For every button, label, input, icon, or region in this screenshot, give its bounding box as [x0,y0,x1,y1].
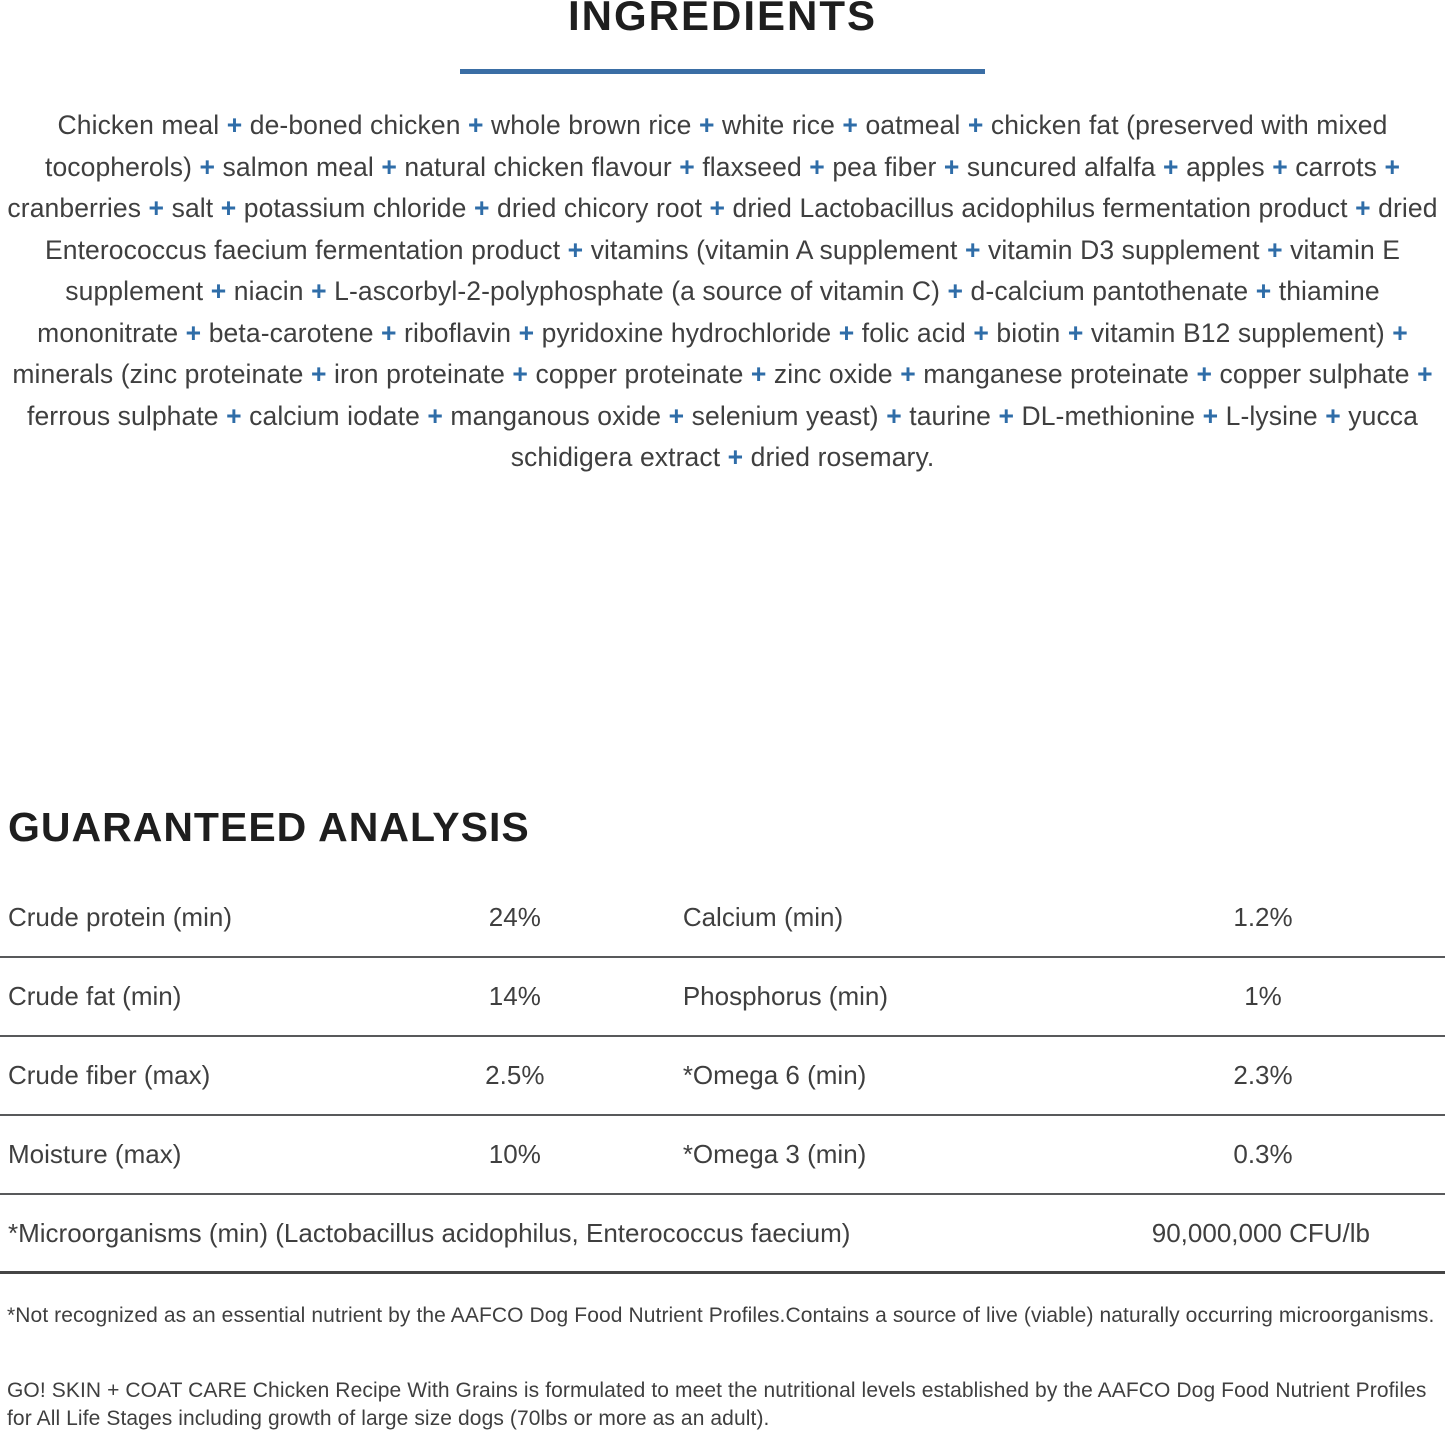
plus-separator-accent: + [567,234,584,265]
ingredients-title: INGREDIENTS [567,0,878,39]
plus-separator-accent: + [199,151,216,182]
table-cell-group [675,902,1445,933]
title-underline-rule [460,69,985,74]
nutrient-value: 24% [488,902,541,932]
nutrient-value: 0.3% [1233,1139,1293,1169]
plus-separator-accent: + [947,276,964,306]
plus-separator-accent: + [750,359,767,389]
table-row [0,879,1445,958]
plus-separator-accent: + [512,359,528,389]
nutrient-label: Calcium (min) [682,902,844,932]
guaranteed-analysis-title: GUARANTEED ANALYSIS [8,804,530,850]
table-cell-group [675,1139,1445,1170]
table-cell-group [0,1139,675,1170]
plus-separator-accent: + [1255,276,1272,306]
table-row [0,1116,1445,1195]
plus-separator-accent: + [148,193,165,223]
plus-separator-accent: + [1196,359,1213,389]
plus-separator-accent: + [381,151,397,182]
table-row [0,958,1445,1037]
nutrient-value: 2.5% [485,1060,545,1090]
plus-separator-accent: + [900,359,916,389]
nutrient-label: *Omega 6 (min) [682,1060,867,1090]
table-row [0,1037,1445,1116]
plus-separator-accent: + [311,359,327,389]
plus-separator-accent: + [311,276,327,306]
nutrient-label: *Omega 3 (min) [682,1139,867,1169]
plus-separator-accent: + [709,193,726,223]
ingredients-paragraph: Chicken meal + de-boned chicken + whole brown rice + white rice + oatmeal + chicken fat (preserved with mixed tocopherols) + salmon meal + natural chicken flavour + flaxseed + pea fiber + suncured alfalfa + apples + carrots + cranberries + salt + potassium chloride + dried chicory root + dried Lactobacillus acidophilus fermentation product + dried Enterococcus faecium fermentation product + vitamins (vitamin A supplement + vitamin D3 supplement + vitamin E supplement + niacin + L-ascorbyl-2-polyphosphate (a source of vitamin C) + d-calcium pantothenate + thiamine mononitrate + beta-carotene + riboflavin + pyridoxine hydrochloride + folic acid + biotin + vitamin B12 supplement) + minerals (zinc proteinate + iron proteinate + copper proteinate + zinc oxide + manganese proteinate + copper sulphate + ferrous sulphate + calcium iodate + manganous oxide + selenium yeast) + taurine + DL-methionine + L-lysine + yucca schidigera extract + dried rosemary. [7,110,1438,472]
plus-separator-accent: + [1325,400,1341,431]
plus-separator-accent: + [1272,151,1288,182]
plus-separator-accent: + [1355,193,1371,223]
plus-separator-accent: + [1392,317,1408,348]
plus-separator-accent: + [838,317,855,348]
plus-separator-accent: + [698,110,715,140]
formulation-statement: GO! SKIN + COAT CARE Chicken Recipe With Grains is formulated to meet the nutritional levels established by the AAFCO Dog Food Nutrient Profiles for All Life Stages including growth of large size dogs (70lbs or more as an adult). [7,1379,1427,1430]
plus-separator-accent: + [998,400,1015,431]
plus-separator-accent: + [226,110,243,140]
table-cell-group [0,1060,675,1091]
plus-separator-accent: + [381,317,397,348]
aafco-footnote: *Not recognized as an essential nutrient by the AAFCO Dog Food Nutrient Profiles.Contains a source of live (viable) naturally occurring microorganisms. [7,1304,1435,1327]
plus-separator-accent: + [210,276,227,306]
nutrient-value: 90,000,000 CFU/lb [1151,1217,1370,1248]
plus-separator-accent: + [679,151,695,182]
plus-separator-accent: + [1202,400,1219,431]
nutrient-value: 1.2% [1233,902,1293,932]
plus-separator-accent: + [473,193,490,223]
nutrient-value: 1% [1244,981,1282,1011]
plus-separator-accent: + [226,400,242,431]
table-cell-group [675,1060,1445,1091]
nutrient-label: Crude protein (min) [8,902,232,932]
plus-separator-accent: + [1417,359,1433,389]
plus-separator-accent: + [1384,151,1401,182]
plus-separator-accent: + [427,400,443,431]
plus-separator-accent: + [185,317,202,348]
guaranteed-analysis-table [0,879,1445,1274]
plus-separator-accent: + [1067,317,1084,348]
table-row-microorganisms [0,1195,1445,1274]
nutrient-label: Moisture (max) [8,1139,182,1169]
nutrient-value: 2.3% [1233,1060,1293,1090]
plus-separator-accent: + [973,317,989,348]
plus-separator-accent: + [1163,151,1179,182]
nutrient-label: Phosphorus (min) [682,981,889,1011]
nutrient-value: 14% [488,981,541,1011]
plus-separator-accent: + [964,234,981,265]
nutrient-label: Crude fat (min) [8,981,182,1011]
plus-separator-accent: + [886,400,902,431]
table-cell-group [0,981,675,1012]
plus-separator-accent: + [943,151,960,182]
nutrient-label: *Microorganisms (min) (Lactobacillus acidophilus, Enterococcus faecium) [8,1217,851,1248]
plus-separator-accent: + [967,110,984,140]
table-cell-group [675,981,1445,1012]
table-cell-group [0,902,675,933]
plus-separator-accent: + [468,110,484,140]
nutrient-value: 10% [488,1139,541,1169]
plus-separator-accent: + [809,151,825,182]
nutrient-label: Crude fiber (max) [8,1060,211,1090]
plus-separator-accent: + [1267,234,1283,265]
plus-separator-accent: + [220,193,237,223]
plus-separator-accent: + [518,317,535,348]
plus-separator-accent: + [727,442,744,472]
plus-separator-accent: + [668,400,685,431]
plus-separator-accent: + [842,110,858,140]
